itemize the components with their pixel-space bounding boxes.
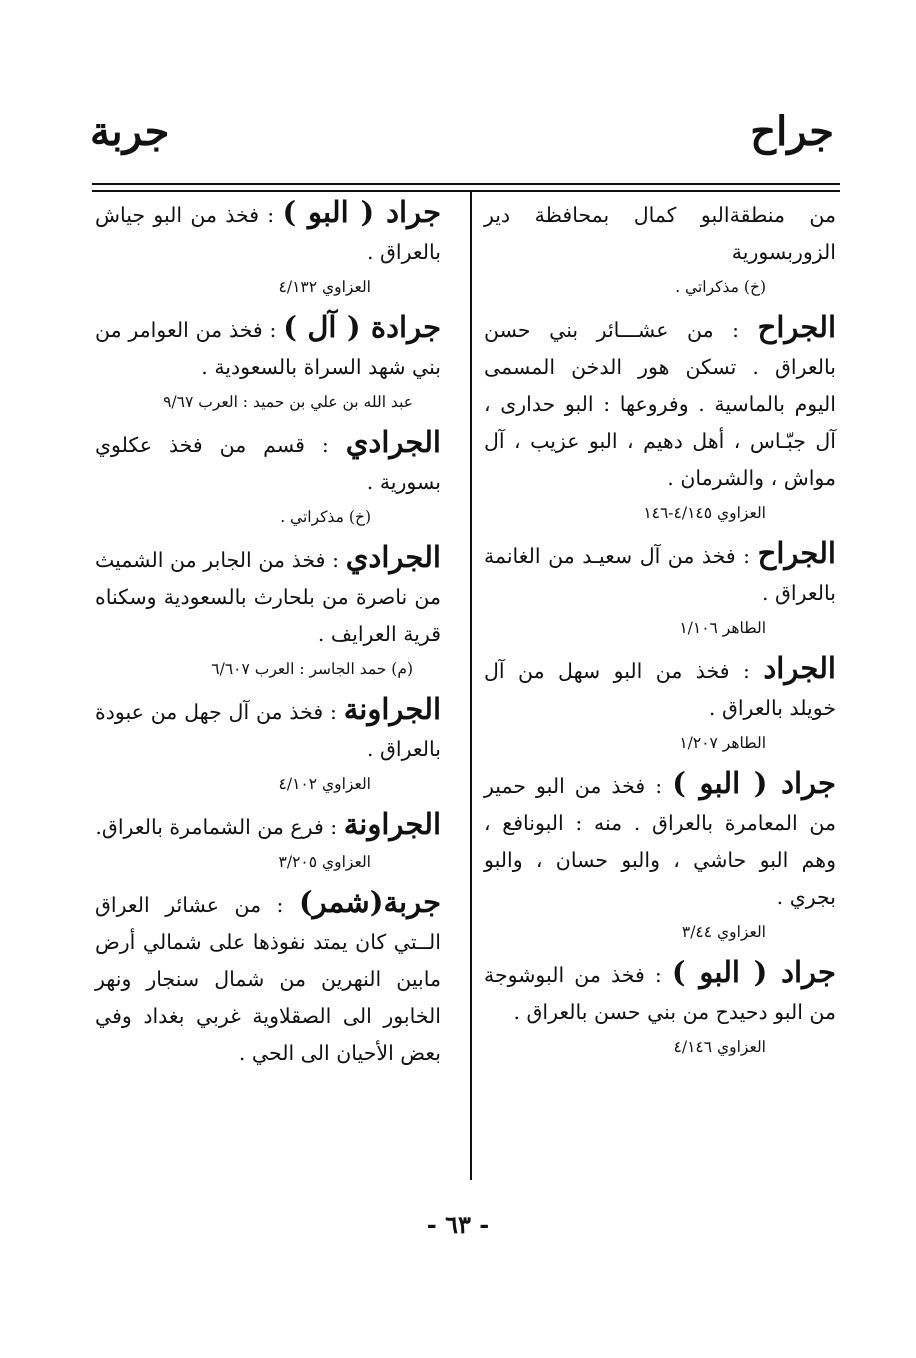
entry-text: : من عشائر العراق الــتي كان يمتد نفوذها على شمالي أرض مابين النهرين من شمال سنجار ونهر الخابور الى الصقلاوية غربي بغداد وفي بعض الأحيان الى الحي . bbox=[95, 893, 441, 1065]
entry-text: : فخذ من البو سهل من آل خويلد بالعراق . bbox=[484, 659, 836, 720]
entry-text: : من عشـــائر بني حسن بالعراق . تسكن هور الدخن المسمى اليوم بالماسية . وفروعها : البو حدارى ، آل جبّـاس ، أهل دهيم ، البو عزيب ، آل مواش ، والشرمان . bbox=[484, 318, 836, 490]
entry-keyword: جرادة ( آل ) bbox=[283, 310, 441, 344]
entry-text: : فخذ من آل جهل من عبودة بالعراق . bbox=[95, 700, 441, 761]
entry-keyword: الجرادي bbox=[345, 425, 441, 459]
entry-source: عبد الله بن علي بن حميد : العرب ٩/٦٧ bbox=[163, 393, 413, 411]
running-header-right: جراح bbox=[750, 108, 834, 155]
entry bbox=[484, 194, 836, 303]
entry-text: : فخذ من البو جياش بالعراق . bbox=[95, 203, 441, 264]
entry-source: العزاوي ٣/٤٤ bbox=[681, 923, 766, 941]
entry-source: الطاهر ١/٢٠٧ bbox=[679, 734, 766, 752]
entry-text: : فخذ من البو حمير من المعامرة بالعراق . منه : البونافع ، وهم البو حاشي ، والبو حسان ، والبو بجري . bbox=[484, 774, 836, 909]
column-divider bbox=[470, 190, 472, 1180]
entry bbox=[484, 535, 836, 644]
entry bbox=[95, 539, 441, 685]
entry-source: الطاهر ١/١٠٦ bbox=[679, 619, 766, 637]
entry-keyword: جراد ( البو ) bbox=[282, 195, 441, 229]
header-rule-top bbox=[92, 183, 840, 185]
running-header-left: جربة bbox=[90, 108, 170, 155]
entry-source: العزاوي ٣/٢٠٥ bbox=[278, 853, 371, 871]
right-column bbox=[484, 194, 836, 1069]
left-column bbox=[95, 194, 441, 1072]
entry-source: العزاوي ٤/١٤٥-١٤٦ bbox=[643, 504, 766, 522]
entry bbox=[484, 765, 836, 948]
entry bbox=[95, 309, 441, 418]
entry-keyword: الجراح bbox=[757, 310, 836, 344]
page-number: - ٦٣ - bbox=[426, 1210, 490, 1239]
entry bbox=[95, 806, 441, 878]
entry bbox=[95, 424, 441, 533]
entry-source: العزاوي ٤/١٠٢ bbox=[278, 775, 371, 793]
entry-text: : فخذ من البوشوجة من البو دحيدح من بني حسن بالعراق . bbox=[484, 963, 836, 1024]
entry bbox=[484, 309, 836, 529]
entry-text: : فخذ من العوامر من بني شهد السراة بالسعودية . bbox=[95, 318, 441, 379]
entry-text: : فخذ من الجابر من الشميث من ناصرة من بلحارث بالسعودية وسكناه قرية العرايف . bbox=[95, 548, 441, 646]
entry bbox=[484, 650, 836, 759]
entry-source: (خ) مذكراتي . bbox=[280, 508, 371, 526]
entry-text: من منطقةالبو كمال بمحافظة دير الزوربسورية bbox=[484, 203, 836, 264]
entry-text: : فخذ من آل سعيـد من الغانمة بالعراق . bbox=[484, 544, 836, 605]
entry-keyword: جراد ( البو ) bbox=[672, 766, 836, 800]
entry-keyword: الجراح bbox=[757, 536, 836, 570]
entry-keyword: الجراونة bbox=[343, 692, 441, 726]
entry-keyword: الجراونة bbox=[343, 807, 441, 841]
entry-text: : فرع من الشمامرة بالعراق. bbox=[95, 815, 338, 839]
entry-source: (خ) مذكراتي . bbox=[675, 278, 766, 296]
entry-keyword: الجراد bbox=[763, 651, 836, 685]
entry-keyword: جراد ( البو ) bbox=[671, 955, 836, 989]
entry-keyword: الجرادي bbox=[345, 540, 441, 574]
entry-source: العزاوي ٤/١٣٢ bbox=[278, 278, 371, 296]
entry bbox=[95, 691, 441, 800]
entry bbox=[484, 954, 836, 1063]
header-rule-bottom bbox=[92, 190, 840, 192]
entry-source: العزاوي ٤/١٤٦ bbox=[673, 1038, 766, 1056]
entry-source: (م) حمد الجاسر : العرب ٦/٦٠٧ bbox=[211, 660, 413, 678]
entry bbox=[95, 194, 441, 303]
entry-text: : قسم من فخذ عكلوي بسورية . bbox=[95, 433, 441, 494]
entry-keyword: جربة(شمر) bbox=[298, 885, 441, 919]
entry bbox=[95, 884, 441, 1072]
